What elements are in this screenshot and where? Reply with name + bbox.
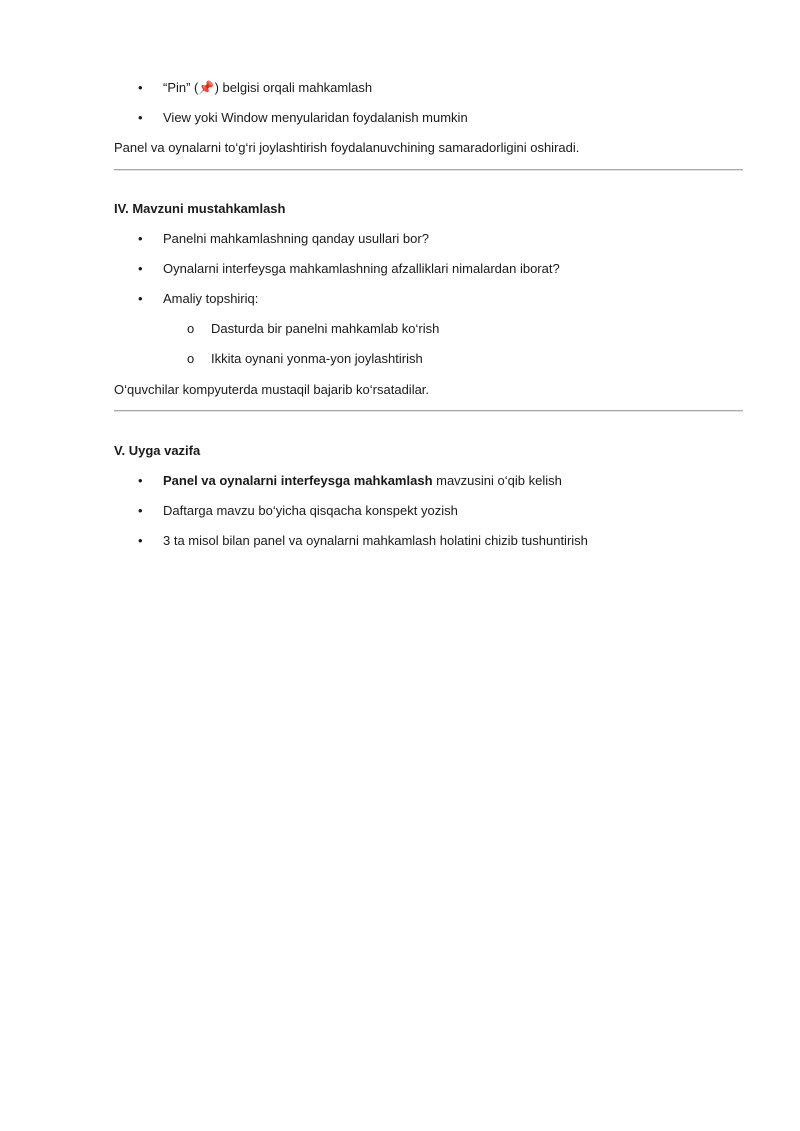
list-item-text: 3 ta misol bilan panel va oynalarni mahkamlash holatini chizib tushuntirish (163, 533, 588, 548)
sub-list-item-text: Dasturda bir panelni mahkamlab ko‘rish (211, 321, 440, 336)
bullet-marker: • (138, 533, 143, 548)
horizontal-divider (114, 169, 743, 171)
section3-conclusion: Panel va oynalarni to‘g‘ri joylashtirish foydalanuvchining samaradorligini oshiradi. (114, 140, 580, 155)
section5-heading: V. Uyga vazifa (114, 443, 201, 458)
horizontal-divider (114, 410, 743, 412)
list-item-text: Oynalarni interfeysga mahkamlashning afzalliklari nimalardan iborat? (163, 261, 560, 276)
bullet-marker: • (138, 291, 143, 306)
sub-list-item-text: Ikkita oynani yonma-yon joylashtirish (211, 351, 423, 366)
bullet-marker: • (138, 503, 143, 518)
list-item-text (163, 473, 562, 489)
list-item-text: Panelni mahkamlashning qanday usullari bor? (163, 231, 429, 246)
list-item-text: View yoki Window menyularidan foydalanish mumkin (163, 110, 468, 125)
list-item-text: Amaliy topshiriq: (163, 291, 259, 306)
bullet-marker: • (138, 261, 143, 276)
bullet-marker: • (138, 80, 143, 95)
sub-bullet-marker: o (187, 321, 195, 336)
bold-topic-text: Panel va oynalarni interfeysga mahkamlash (163, 473, 433, 488)
bullet-marker: • (138, 231, 143, 246)
list-item-text: Daftarga mavzu bo‘yicha qisqacha konspekt yozish (163, 503, 458, 518)
list-item-text-rest: mavzusini o‘qib kelish (432, 473, 562, 488)
sub-bullet-marker: o (187, 351, 195, 366)
list-item-text: “Pin” (📌) belgisi orqali mahkamlash (163, 80, 373, 95)
section4-conclusion: O‘quvchilar kompyuterda mustaqil bajarib ko‘rsatadilar. (114, 382, 430, 397)
bullet-marker: • (138, 473, 143, 488)
bullet-marker: • (138, 110, 143, 125)
section4-heading: IV. Mavzuni mustahkamlash (114, 201, 286, 216)
